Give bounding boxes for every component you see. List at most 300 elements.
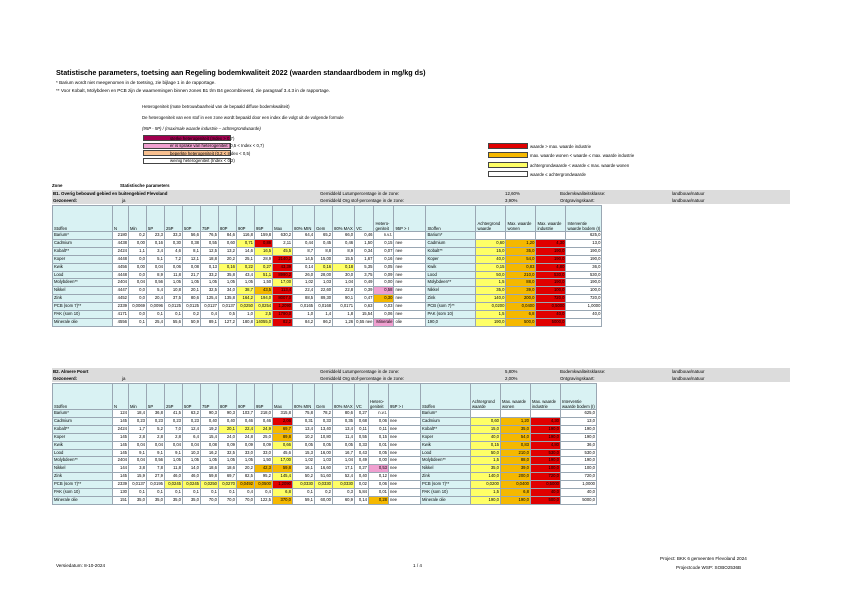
table-cell: 6,8 — [501, 489, 531, 497]
bk-label: Bodemkwaliteitsklasse: — [560, 369, 606, 374]
table-cell: 0,0200 — [471, 481, 501, 489]
table-cell: 7,2 — [165, 255, 183, 263]
table-cell: 2424 — [113, 247, 129, 255]
table-cell: 0,08 — [201, 441, 219, 449]
table-cell: 1,03 — [315, 279, 333, 287]
footer-project: Project: BKK 6 gemeenten Flevoland 2024 — [660, 556, 747, 561]
table-cell: 145 — [113, 433, 129, 441]
table-cell: 40,0 — [476, 255, 506, 263]
column-header: 90P — [237, 206, 255, 232]
og-label: Ontgravingskaart: — [560, 198, 595, 203]
table-cell: 50,2 — [293, 473, 315, 481]
table-cell: 720,0 — [536, 295, 566, 303]
table-cell: 1790,0 — [273, 311, 293, 319]
column-header: Max — [273, 384, 293, 410]
table-cell: 0,0137 — [219, 303, 237, 311]
table-cell: 0,1 — [129, 318, 147, 326]
table-cell: 16,1 — [293, 465, 315, 473]
table-cell: 38,7 — [237, 287, 255, 295]
table-cell: 0,0400 — [506, 303, 536, 311]
table-cell: 190,0 — [561, 457, 597, 465]
table-cell: 13,40 — [315, 425, 333, 433]
table-cell: 45,5 — [273, 247, 293, 255]
bk-value: landbouw/natuur — [672, 191, 705, 196]
table-row — [53, 496, 597, 504]
table-row — [53, 303, 602, 311]
legend-right-label: waarde > max. waarde industrie — [530, 144, 592, 149]
table-cell: 27,9 — [147, 473, 165, 481]
table-cell: 190,0 — [566, 247, 602, 255]
table-cell: 51,1 — [255, 271, 273, 279]
zone-name: B2. Almere Poort — [53, 369, 89, 374]
table-cell: 190,0 — [536, 247, 566, 255]
table-cell: 0,45 — [315, 239, 333, 247]
table-cell: 0,15 — [476, 263, 506, 271]
table-cell: Cadmium — [421, 417, 471, 425]
table-cell: 0,14 — [355, 496, 369, 504]
lutum-value: 12,60% — [505, 191, 520, 196]
table-cell: 1,0 — [293, 311, 315, 319]
table-cell: 36,0 — [566, 263, 602, 271]
table-row — [53, 247, 602, 255]
table-cell: 25,1 — [237, 255, 255, 263]
column-header: 25P — [165, 206, 183, 232]
table-cell: 500,0 — [531, 496, 561, 504]
table-cell: Koper — [53, 433, 113, 441]
table-cell — [531, 410, 561, 418]
table-cell: 0,0171 — [333, 303, 355, 311]
table-cell: Koper — [426, 255, 476, 263]
table-cell: 0,0125 — [165, 303, 183, 311]
table-row — [53, 263, 602, 271]
table-cell: 20,1 — [219, 425, 237, 433]
column-header: 80% MAX — [333, 384, 355, 410]
table-cell: PAK (som 10) — [53, 489, 113, 497]
table-cell: Kwik — [53, 441, 113, 449]
table-cell: 0,23 — [165, 417, 183, 425]
table-cell: 0,05 — [369, 449, 389, 457]
table-cell: 15,0 — [471, 425, 501, 433]
table-row — [53, 232, 602, 240]
table-cell: 0,04 — [183, 441, 201, 449]
table-cell: 80,6 — [333, 410, 355, 418]
table-cell: 21,7 — [183, 271, 201, 279]
table-cell: 1,05 — [237, 279, 255, 287]
table-row — [53, 271, 602, 279]
table-cell: 1,05 — [165, 457, 183, 465]
table-cell: 4438 — [113, 239, 129, 247]
table-cell: 0,23 — [147, 417, 165, 425]
table-cell: 20,4 — [147, 295, 165, 303]
table-cell: Minerale olie — [421, 496, 471, 504]
table-cell: 1,0000 — [561, 481, 597, 489]
table-cell: 18,4 — [129, 410, 147, 418]
table-cell: 145,4 — [273, 473, 293, 481]
column-header: 80P — [219, 384, 237, 410]
table-cell: 22,4 — [293, 287, 315, 295]
table-cell: 35,0 — [506, 247, 536, 255]
table-cell: 4,30 — [536, 239, 566, 247]
table-cell: 28,9 — [255, 255, 273, 263]
table-cell: 0,23 — [183, 417, 201, 425]
table-cell: 8,1 — [183, 247, 201, 255]
table-cell: 1,26 — [333, 318, 355, 326]
legend-right-label: achtergrondwaarde < waarde ≤ max. waarde wonen — [530, 162, 630, 168]
table-cell: 0,04 — [165, 441, 183, 449]
table-cell: 0,38 — [183, 239, 201, 247]
table-cell: Cadmium — [53, 239, 113, 247]
table-cell: 1,5 — [471, 457, 501, 465]
bk-value: landbouw/natuur — [672, 369, 705, 374]
table-cell: 2140,2 — [273, 255, 293, 263]
table-cell: 12,1 — [183, 255, 201, 263]
table-cell: 66,0 — [333, 232, 355, 240]
table-cell: 1,05 — [201, 457, 219, 465]
table-cell: 1,2090 — [273, 481, 293, 489]
table-cell: Molybdeen** — [53, 279, 113, 287]
table-cell: 46,0 — [183, 473, 201, 481]
table-cell: 370,0 — [273, 496, 293, 504]
table-cell: 65,2 — [315, 232, 333, 240]
page-title: Statistische parameters, toetsing aan Regeling bodemkwaliteit 2022 (waarden standaardbodem in mg/kg ds) — [56, 68, 426, 77]
table-cell: 0,60 — [471, 417, 501, 425]
table-cell: 17,00 — [273, 457, 293, 465]
note-kobalt: ** Voor Kobalt, Molybdeen en PCB zijn de waarnemingen binnen zones B1 t/m B4 gecombineerd, zie paragraaf 3.4.3 in de rapportage. — [56, 88, 331, 93]
column-header: Max — [273, 206, 293, 232]
table-cell: 22,4 — [237, 425, 255, 433]
table-cell: 51,60 — [315, 473, 333, 481]
table-cell: 1,50 — [255, 279, 273, 287]
table-cell: 1,2090 — [273, 303, 293, 311]
table-row — [53, 457, 597, 465]
table-cell: Zink — [421, 473, 471, 481]
table-cell: 37,5 — [165, 295, 183, 303]
table-cell: 151 — [113, 496, 129, 504]
table-cell: 16,00 — [315, 449, 333, 457]
table-cell: 39,0 — [506, 287, 536, 295]
table-cell: 0,0 — [129, 287, 147, 295]
table-cell: 90,3 — [201, 410, 219, 418]
table-cell: 0,0330 — [293, 481, 315, 489]
table-cell: 0,05 — [333, 441, 355, 449]
lutum-value: 5,80% — [505, 369, 518, 374]
column-header: Gem — [315, 206, 333, 232]
column-header: 75P — [201, 384, 219, 410]
table-cell: 0,0400 — [501, 481, 531, 489]
table-cell: 0,49 — [355, 279, 374, 287]
table-cell: 190,0 — [476, 318, 506, 326]
table-cell: 1,05 — [219, 457, 237, 465]
column-header: Hetero- geniteit — [374, 206, 394, 232]
table-cell: 0,22 — [237, 263, 255, 271]
column-header: Interventie waarde bodem (I) — [561, 384, 597, 410]
table-cell: PCB (som 7)** — [426, 303, 476, 311]
table-cell: 0,05 — [374, 263, 394, 271]
table-cell: 11,4 — [333, 433, 355, 441]
table-cell: 0,1 — [129, 489, 147, 497]
column-header: VC — [355, 206, 374, 232]
table-cell: Lood — [421, 449, 471, 457]
table-cell: 0,55 nee — [355, 318, 374, 326]
column-header: 80% MIN — [293, 206, 315, 232]
table-cell: 1,4 — [315, 311, 333, 319]
gezoneerd-label: Gezoneerd: — [53, 198, 78, 203]
table-row — [53, 449, 597, 457]
table-cell: n.v.t. — [369, 410, 389, 418]
table-cell: 4,6 — [165, 247, 183, 255]
table-cell: 15,5 — [333, 255, 355, 263]
org-label: Gemiddeld Org stof-percentage in de zone: — [320, 198, 405, 203]
table-row — [53, 311, 602, 319]
table-cell: 64,4 — [293, 232, 315, 240]
column-header: 80P — [219, 206, 237, 232]
table-cell: 0,0127 — [201, 303, 219, 311]
table-cell: 3,8 — [129, 465, 147, 473]
table-cell: nee — [394, 303, 426, 311]
table-cell: 82,5 — [237, 473, 255, 481]
table-cell: 145 — [113, 473, 129, 481]
footer-projectcode: Projectcode WSP: SOBO2536B — [676, 565, 742, 570]
table-cell: 0,83 — [501, 441, 531, 449]
table-cell: 0,1 — [147, 311, 165, 319]
table-cell: 0,16 — [315, 263, 333, 271]
table-row — [53, 255, 602, 263]
zone-header-label: Zone — [52, 183, 63, 188]
table-cell: 103,7 — [237, 410, 255, 418]
table-cell: 190,0 — [561, 433, 597, 441]
table-cell: Minerale olie — [53, 496, 113, 504]
table-cell: 35,0 — [501, 425, 531, 433]
table-cell: 0,13 — [201, 263, 219, 271]
table-cell: 0,16 — [374, 255, 394, 263]
column-header: N — [113, 206, 129, 232]
table-cell: Barium* — [53, 410, 113, 418]
table-cell: 0,02 — [355, 481, 369, 489]
table-cell: 0,0168 — [315, 303, 333, 311]
table-cell: 0,4 — [255, 489, 273, 497]
table-cell: nee — [394, 263, 426, 271]
table-cell: 25,4 — [147, 318, 165, 326]
table-cell: 1,05 — [237, 457, 255, 465]
table-cell — [476, 232, 506, 240]
table-cell: 16,5 — [255, 247, 273, 255]
table-cell: 0,0096 — [147, 303, 165, 311]
table-cell: 0,12 — [369, 473, 389, 481]
column-header: Max. waarde wonen — [506, 206, 536, 232]
table-cell: 52,4 — [333, 473, 355, 481]
table-cell: 14,0 — [183, 465, 201, 473]
note-barium: * Barium wordt niet meegenomen in de toetsing, zie bijlage 1 in de rapportage. — [56, 80, 216, 85]
table-cell: Nikkel — [53, 287, 113, 295]
table-cell: 0,34 — [355, 247, 374, 255]
table-cell: 190,0 — [566, 255, 602, 263]
table-cell: 190,0 — [566, 279, 602, 287]
parameters-header-label: Statistische parameters — [120, 183, 170, 188]
table-cell: 63,2 — [183, 410, 201, 418]
table-cell: 0,0500 — [255, 481, 273, 489]
table-cell: 0,09 — [219, 441, 237, 449]
table-cell: 59,1 — [293, 496, 315, 504]
zone-name: B1. Overig bebouwd gebied en buitengebied Flevoland — [53, 191, 168, 196]
table-cell: 9,1 — [147, 449, 165, 457]
table-cell: 113,4 — [273, 287, 293, 295]
table-cell: 35,0 — [183, 496, 201, 504]
table-cell: Cadmium — [53, 417, 113, 425]
table-cell: 1,5 — [471, 489, 501, 497]
table-cell: 36,0 — [561, 441, 597, 449]
table-cell: 8990,2 — [273, 271, 293, 279]
table-cell: 70,0 — [237, 496, 255, 504]
table-cell: 0,46 — [255, 417, 273, 425]
table-cell: 4448 — [113, 255, 129, 263]
table-cell: 5,84 — [355, 489, 369, 497]
table-cell: Zink — [53, 473, 113, 481]
table-cell: 4456 — [113, 263, 129, 271]
table-cell: 35,0 — [165, 496, 183, 504]
table-cell: 2404 — [113, 457, 129, 465]
table-cell: 70,0 — [219, 496, 237, 504]
table-cell: 0,0 — [129, 311, 147, 319]
table-cell: 34,0 — [219, 287, 237, 295]
column-header: Stoffen — [426, 206, 476, 232]
table-row — [53, 410, 597, 418]
table-cell: 180,8 — [237, 318, 255, 326]
table-cell: 6,8 — [506, 311, 536, 319]
table-cell: Lood — [53, 271, 113, 279]
table-cell — [501, 410, 531, 418]
table-cell: Barium* — [426, 232, 476, 240]
table-cell: 8,9 — [147, 271, 165, 279]
table-cell: 200,0 — [506, 295, 536, 303]
table-cell: 0,09 — [237, 441, 255, 449]
table-cell: Kobalt** — [421, 425, 471, 433]
table-cell: 2339 — [113, 303, 129, 311]
table-cell: nee — [389, 433, 421, 441]
table-cell: 12,4 — [183, 425, 201, 433]
table-cell: 0,46 — [237, 417, 255, 425]
table-cell: 5,1 — [147, 255, 165, 263]
table-cell: 0,0165 — [293, 303, 315, 311]
table-cell: nee — [389, 425, 421, 433]
table-cell: 530,0 — [536, 271, 566, 279]
table-cell: 0,1 — [165, 311, 183, 319]
legend-right-swatch — [488, 162, 528, 168]
table-cell: 0,16 — [147, 239, 165, 247]
table-cell: 0,07 — [374, 247, 394, 255]
table-cell: 0,5000 — [536, 303, 566, 311]
zone-table — [52, 205, 602, 327]
table-row — [53, 489, 597, 497]
table-cell: 1,05 — [183, 279, 201, 287]
table-cell: 630,2 — [273, 232, 293, 240]
table-cell: 28,00 — [315, 271, 333, 279]
table-cell: Kwik — [421, 441, 471, 449]
table-cell: 315,8 — [273, 410, 293, 418]
table-cell: 0,0330 — [333, 481, 355, 489]
table-cell: 0,00 — [374, 279, 394, 287]
table-cell: 5,35 — [355, 263, 374, 271]
table-cell: 1,5 — [476, 279, 506, 287]
table-cell: 4,80 — [536, 263, 566, 271]
table-cell: 0,05 — [315, 441, 333, 449]
table-cell: 1,50 — [355, 239, 374, 247]
table-cell: 33,0 — [255, 449, 273, 457]
legend-right-swatch — [488, 152, 528, 158]
table-cell: 0,08 — [183, 263, 201, 271]
table-cell: 0,46 — [333, 239, 355, 247]
table-cell: nee — [389, 496, 421, 504]
table-cell: 116,8 — [237, 232, 255, 240]
og-value: landbouw/natuur — [672, 376, 705, 381]
table-cell: 0,1 — [165, 489, 183, 497]
table-cell: Nikkel — [53, 465, 113, 473]
table-row — [53, 239, 602, 247]
table-cell: 24,8 — [237, 433, 255, 441]
table-cell: 159,8 — [255, 232, 273, 240]
table-cell: 14,6 — [237, 247, 255, 255]
table-cell: 530,0 — [561, 449, 597, 457]
table-cell: Cadmium — [426, 239, 476, 247]
table-cell: 40,0 — [531, 489, 561, 497]
table-cell: 40,0 — [471, 433, 501, 441]
table-cell: 0,0250 — [237, 303, 255, 311]
og-value: landbouw/natuur — [672, 198, 705, 203]
table-cell: 1,02 — [293, 457, 315, 465]
table-cell: 0,00 — [129, 239, 147, 247]
table-cell: 0,4 — [201, 311, 219, 319]
table-cell: Kobalt** — [53, 425, 113, 433]
table-cell: 2,8 — [147, 433, 165, 441]
table-cell: Nikkel — [421, 465, 471, 473]
table-cell: 11,8 — [165, 465, 183, 473]
table-cell: 0,2 — [315, 489, 333, 497]
table-cell: Lood — [53, 449, 113, 457]
table-cell: 0,03 — [374, 303, 394, 311]
table-cell: 17,1 — [333, 465, 355, 473]
table-row — [53, 279, 602, 287]
table-cell: 4448 — [113, 271, 129, 279]
table-cell: nee — [394, 287, 426, 295]
table-cell: nee — [389, 481, 421, 489]
table-cell: 39,0 — [501, 465, 531, 473]
table-cell: 0,14 — [293, 263, 315, 271]
table-cell: 56,6 — [183, 232, 201, 240]
table-cell: 144 — [113, 465, 129, 473]
table-cell: n.v.t. — [374, 232, 394, 240]
legend-right-swatch — [488, 171, 528, 177]
table-cell: 1,0000 — [566, 303, 602, 311]
table-cell: 24,0 — [219, 433, 237, 441]
table-cell: 20,2 — [237, 465, 255, 473]
table-cell: 30,0 — [333, 271, 355, 279]
table-cell: 100,0 — [561, 465, 597, 473]
table-cell: Molybdeen** — [421, 457, 471, 465]
table-cell: 13,0 — [566, 239, 602, 247]
table-cell: 0,56 — [147, 279, 165, 287]
table-cell: 0,16 — [219, 263, 237, 271]
table-cell: Zink — [426, 295, 476, 303]
table-cell: Zink — [53, 295, 113, 303]
column-header: 80% MIN — [293, 384, 315, 410]
table-cell: 35,8 — [219, 271, 237, 279]
table-cell: 13,4 — [333, 425, 355, 433]
column-header: 5P — [147, 206, 165, 232]
table-cell: 14055,0 — [255, 318, 273, 326]
table-cell: 0,0137 — [129, 481, 147, 489]
table-cell: Koper — [53, 255, 113, 263]
table-cell: 24,9 — [255, 425, 273, 433]
table-cell: 41,5 — [165, 410, 183, 418]
